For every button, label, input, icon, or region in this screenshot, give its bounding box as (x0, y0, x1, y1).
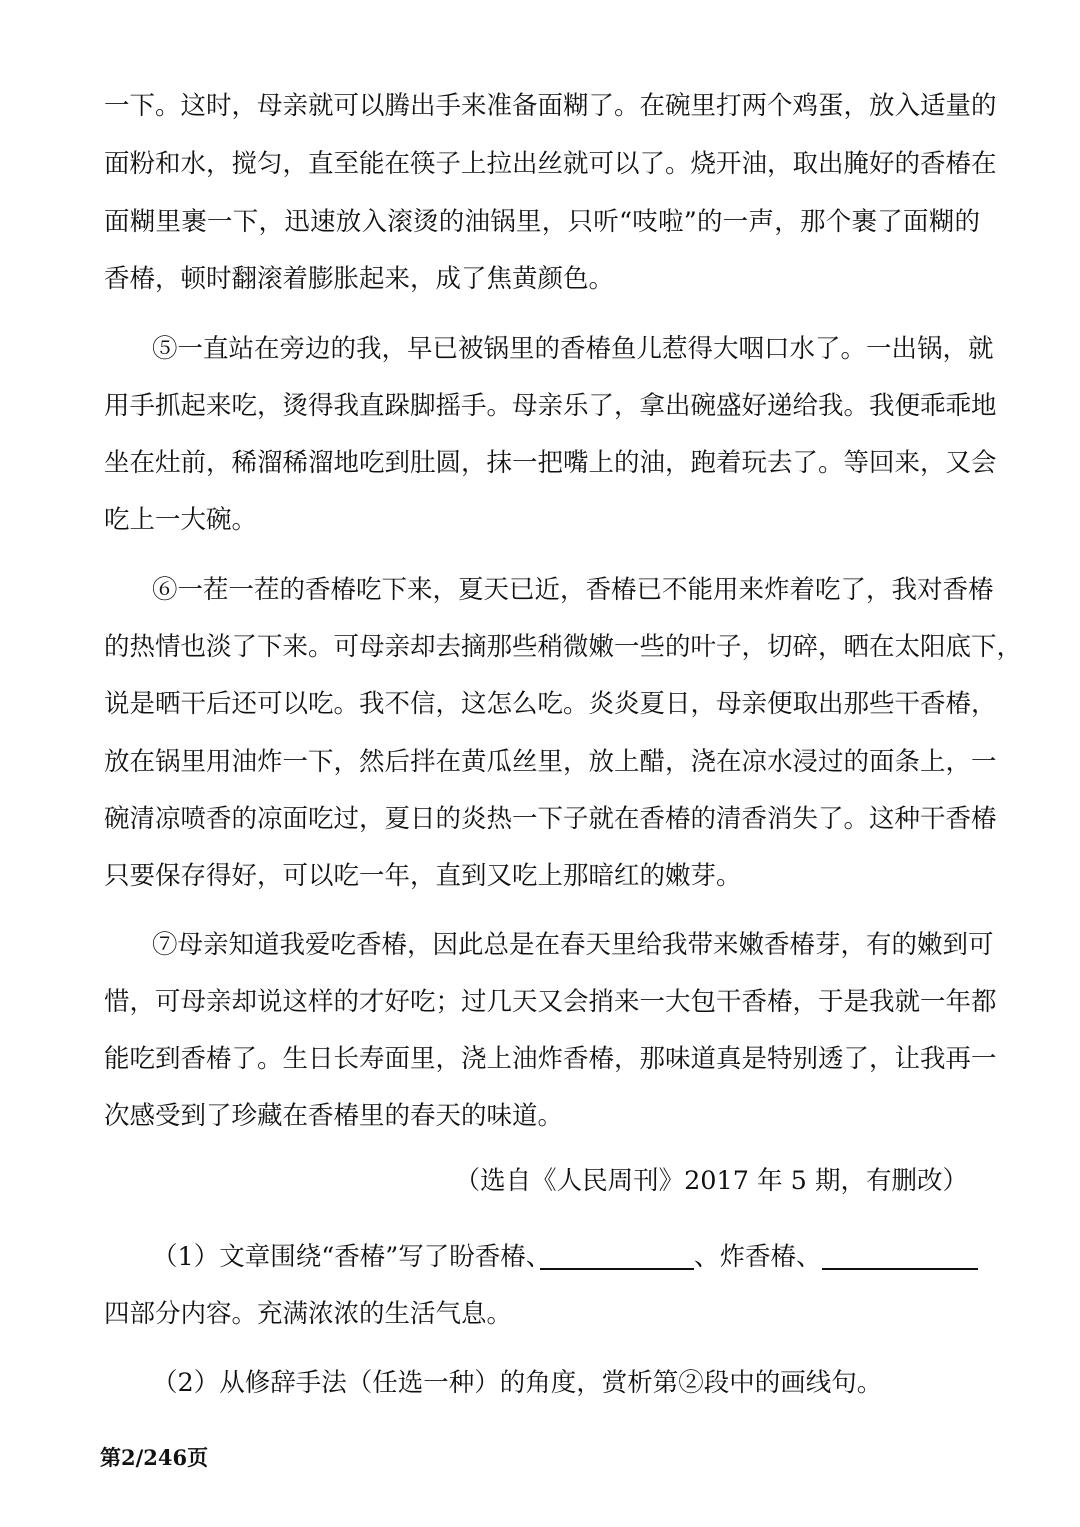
p5-line-1: ⑤一直站在旁边的我，早已被锅里的香椿鱼儿惹得大咽口水了。一出锅，就 (152, 334, 994, 364)
p7-line-1: ⑦母亲知道我爱吃香椿，因此总是在春天里给我带来嫩香椿芽，有的嫩到可 (152, 930, 994, 960)
page-number: 第2/246页 (100, 1445, 209, 1470)
p6-line-5: 碗清凉喷香的凉面吃过，夏日的炎热一下子就在香椿的清香消失了。这种干香椿 (104, 804, 997, 834)
question-1-text-c: 四部分内容。充满浓浓的生活气息。 (104, 1299, 513, 1329)
p4-line-1: 一下。这时，母亲就可以腾出手来准备面糊了。在碗里打两个鸡蛋，放入适量的 (104, 91, 997, 121)
question-2-text: （2）从修辞手法（任选一种）的角度，赏析第②段中的画线句。 (152, 1368, 883, 1398)
question-1-text-a: （1）文章围绕“香椿”写了盼香椿、 (152, 1242, 552, 1272)
p6-line-1: ⑥一茬一茬的香椿吃下来，夏天已近，香椿已不能用来炸着吃了，我对香椿 (152, 575, 994, 605)
answer-blank-1[interactable] (540, 1268, 694, 1270)
p4-line-3: 面糊里裹一下，迅速放入滚烫的油锅里，只听“吱啦”的一声，那个裹了面糊的 (104, 207, 980, 237)
p7-line-4: 次感受到了珍藏在香椿里的春天的味道。 (104, 1101, 564, 1131)
p6-line-4: 放在锅里用油炸一下，然后拌在黄瓜丝里，放上醋，浇在凉水浸过的面条上，一 (104, 747, 997, 777)
p4-line-4: 香椿，顿时翻滚着膨胀起来，成了焦黄颜色。 (104, 264, 615, 294)
p7-line-3: 能吃到香椿了。生日长寿面里，浇上油炸香椿，那味道真是特别透了，让我再一 (104, 1044, 997, 1074)
answer-blank-2[interactable] (822, 1268, 978, 1270)
p5-line-2: 用手抓起来吃，烫得我直跺脚摇手。母亲乐了，拿出碗盛好递给我。我便乖乖地 (104, 391, 997, 421)
p5-line-3: 坐在灶前，稀溜稀溜地吃到肚圆，抹一把嘴上的油，跑着玩去了。等回来，又会 (104, 448, 997, 478)
question-1-text-b: 、炸香椿、 (694, 1242, 822, 1272)
p6-line-2: 的热情也淡了下来。可母亲却去摘那些稍微嫩一些的叶子，切碎，晒在太阳底下， (104, 632, 1023, 662)
p6-line-3: 说是晒干后还可以吃。我不信，这怎么吃。炎炎夏日，母亲便取出那些干香椿， (104, 689, 997, 719)
p7-line-2: 惜，可母亲却说这样的才好吃；过几天又会捎来一大包干香椿，于是我就一年都 (104, 987, 997, 1017)
p4-line-2: 面粉和水，搅匀，直至能在筷子上拉出丝就可以了。烧开油，取出腌好的香椿在 (104, 149, 997, 179)
p5-line-4: 吃上一大碗。 (104, 505, 258, 535)
source-citation: （选自《人民周刊》2017 年 5 期，有删改） (454, 1166, 968, 1196)
p6-line-6: 只要保存得好，可以吃一年，直到又吃上那暗红的嫩芽。 (104, 861, 742, 891)
